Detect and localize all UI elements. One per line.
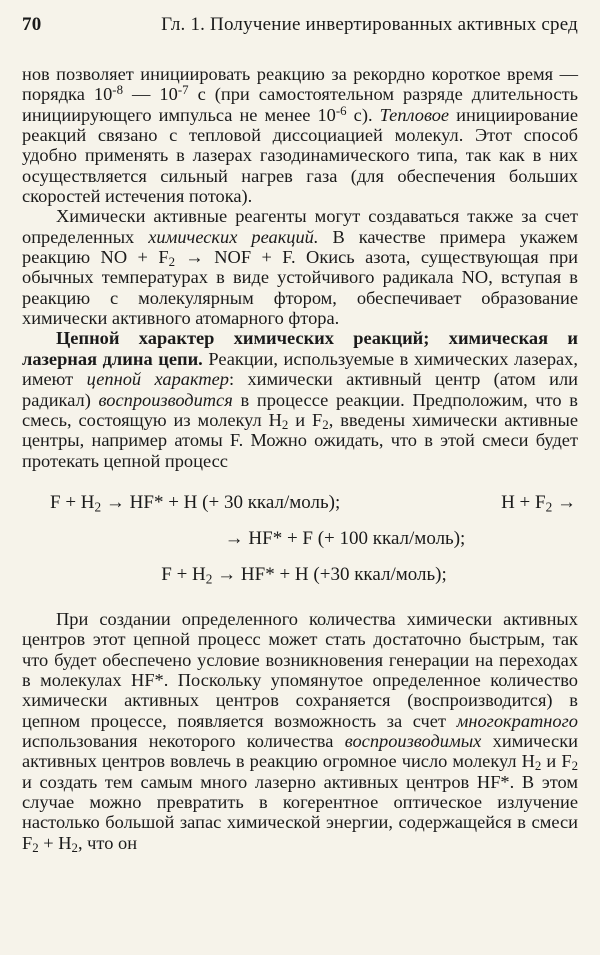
equation-line-2: → HF* + F (+ 100 ккал/моль); bbox=[224, 527, 466, 549]
equation-line-3: $F + H_2 \to HF* + H$ (+30 ккал/моль); bbox=[161, 563, 447, 587]
paragraph-1: нов позволяет инициировать реакцию за рекордно короткое время — порядка $10^{-8}$ — $10^{-7}$ с (при самостоятельном разряде длительность инициирующего импульса не менее $10^{-6}$ с). Тепловое инициирование реакций связано с тепловой диссоциацией молекул. Этот способ удобно применять в лазерах газодинамического типа, так как в них осуществляется сильный нагрев газа (для обеспечения больших скоростей истечения потока). bbox=[22, 64, 578, 207]
paragraph-4: При создании определенного количества химически активных центров этот цепной процесс может стать достаточно быстрым, так что будет обеспечено условие возникновения генерации на переходах в молекулах HF*. Поскольку упомянутое определенное количество химически активных центров сохраняется (воспроизводится) в цепном процессе, появляется возможность за счет многократного использования некоторого количества воспроизводимых химически активных центров вовлечь в реакцию огромное число молекул $H_2$ и $F_2$ и создать тем самым много лазерно активных центров HF*. В этом случае можно превратить в когерентное оптическое излучение настолько большой запас химической энергии, содержащейся в смеси $F_2 + H_2$, что он bbox=[22, 608, 578, 855]
emphasis-reproduced: воспроизводится bbox=[98, 389, 233, 410]
emphasis-chemical-reactions: химических реакций. bbox=[148, 226, 319, 247]
page-header bbox=[22, 14, 578, 40]
emphasis-multiple: многократного bbox=[456, 710, 578, 731]
running-title: Гл. 1. Получение инвертированных активных сред bbox=[161, 14, 578, 35]
paragraph-3: Цепной характер химических реакций; химическая и лазерная длина цепи. Реакции, используемые в химических лазерах, имеют цепной характер: химически активный центр (атом или радикал) воспроизводится в процессе реакции. Предположим, что в смесь, состоящую из молекул $H_2$ и $F_2$, введены химически активные центры, например атомы F. Можно ожидать, что в этой смеси будет протекать цепной процесс bbox=[22, 328, 578, 471]
emphasis-reproducible: воспроизводимых bbox=[344, 730, 482, 751]
page-body bbox=[22, 64, 578, 853]
equation-line-1 bbox=[22, 485, 578, 521]
chain-reaction-equations bbox=[22, 485, 578, 593]
section-run-in-heading: Цепной характер химических реакций; химическая и лазерная длина цепи. bbox=[22, 328, 578, 369]
equation-h-f2: $H + F_2$ → bbox=[501, 491, 576, 515]
paragraph-2: Химически активные реагенты могут создаваться также за счет определенных химических реакций. В качестве примера укажем реакцию NO + $F_2$ → NOF + F. Окись азота, существующая при обычных температурах в виде устойчивого радикала NO, вступая в реакцию с молекулярным фтором, обеспечивает образование химически активного атомарного фтора. bbox=[22, 206, 578, 329]
emphasis-thermal: Тепловое bbox=[379, 104, 450, 125]
emphasis-chain-character: цепной характер bbox=[86, 369, 229, 390]
equation-f-h2: $F + H_2 \to HF* + H$ (+ 30 ккал/моль); bbox=[50, 491, 341, 515]
page-number: 70 bbox=[22, 14, 42, 35]
